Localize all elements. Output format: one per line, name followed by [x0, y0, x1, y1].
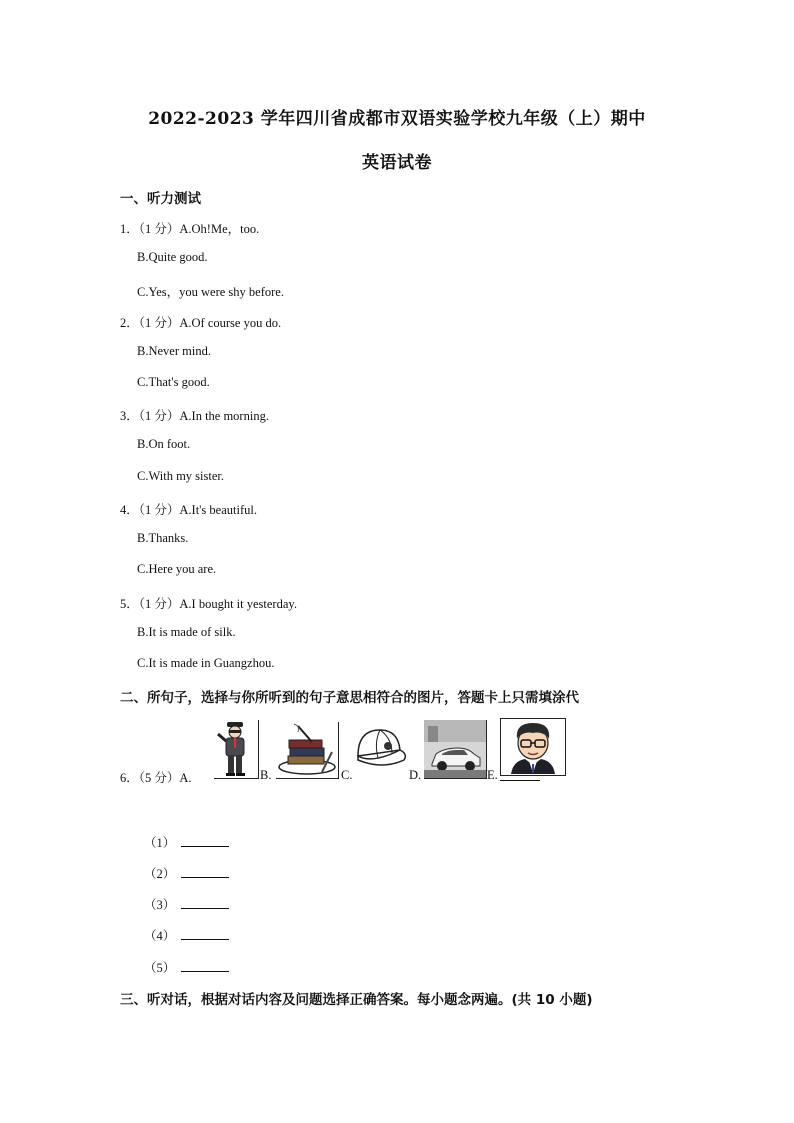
q3-stem: 3．（1 分）A.In the morning. [120, 409, 269, 423]
section3-heading: 三、听对话，根据对话内容及问题选择正确答案。每小题念两遍。(共 10 小题) [120, 992, 593, 1008]
q6-blank-2[interactable]: （2） [144, 864, 229, 882]
q6-label-d: D. [409, 768, 422, 782]
policeman-picture-icon [214, 720, 259, 779]
q4-option-b: B.Thanks. [137, 531, 189, 545]
q6-label-b: B. [260, 768, 272, 782]
q6-blank-4[interactable]: （4） [144, 926, 229, 944]
q2-stem: 2．（1 分）A.Of course you do. [120, 316, 282, 330]
exam-title-line2: 英语试卷 [362, 153, 432, 173]
q1-stem: 1．（1 分）A.Oh!Me，too. [120, 222, 260, 236]
answer-blank[interactable] [181, 836, 229, 847]
answer-blank[interactable] [181, 929, 229, 940]
q5-stem: 5．（1 分）A.I bought it yesterday. [120, 597, 297, 611]
q6-label-e: E. [487, 768, 498, 782]
books-pen-picture-icon [276, 722, 339, 779]
q5-option-b: B.It is made of silk. [137, 625, 236, 639]
cap-picture-icon [352, 724, 408, 772]
q6-blank-line [500, 780, 540, 781]
answer-blank[interactable] [181, 898, 229, 909]
section1-heading: 一、听力测试 [120, 191, 201, 207]
man-glasses-picture-icon [500, 718, 566, 776]
answer-blank[interactable] [181, 867, 229, 878]
q6-blank-5[interactable]: （5） [144, 958, 229, 976]
q6-label-c: C. [341, 768, 353, 782]
answer-blank[interactable] [181, 961, 229, 972]
exam-title-line1: 2022-2023 学年四川省成都市双语实验学校九年级（上）期中 [148, 109, 646, 129]
q4-stem: 4．（1 分）A.It's beautiful. [120, 503, 257, 517]
q2-option-b: B.Never mind. [137, 344, 211, 358]
q5-option-c: C.It is made in Guangzhou. [137, 656, 275, 670]
q1-option-b: B.Quite good. [137, 250, 208, 264]
q3-option-c: C.With my sister. [137, 469, 224, 483]
q6-blank-3[interactable]: （3） [144, 895, 229, 913]
q3-option-b: B.On foot. [137, 437, 191, 451]
q6-stem: 6．（5 分）A. [120, 771, 192, 785]
car-picture-icon [424, 720, 487, 779]
q2-option-c: C.That's good. [137, 375, 210, 389]
q4-option-c: C.Here you are. [137, 562, 217, 576]
q1-option-c: C.Yes，you were shy before. [137, 285, 284, 299]
q6-blank-1[interactable]: （1） [144, 833, 229, 851]
section2-heading: 二、所句子，选择与你所听到的句子意思相符合的图片，答题卡上只需填涂代 [120, 690, 579, 706]
